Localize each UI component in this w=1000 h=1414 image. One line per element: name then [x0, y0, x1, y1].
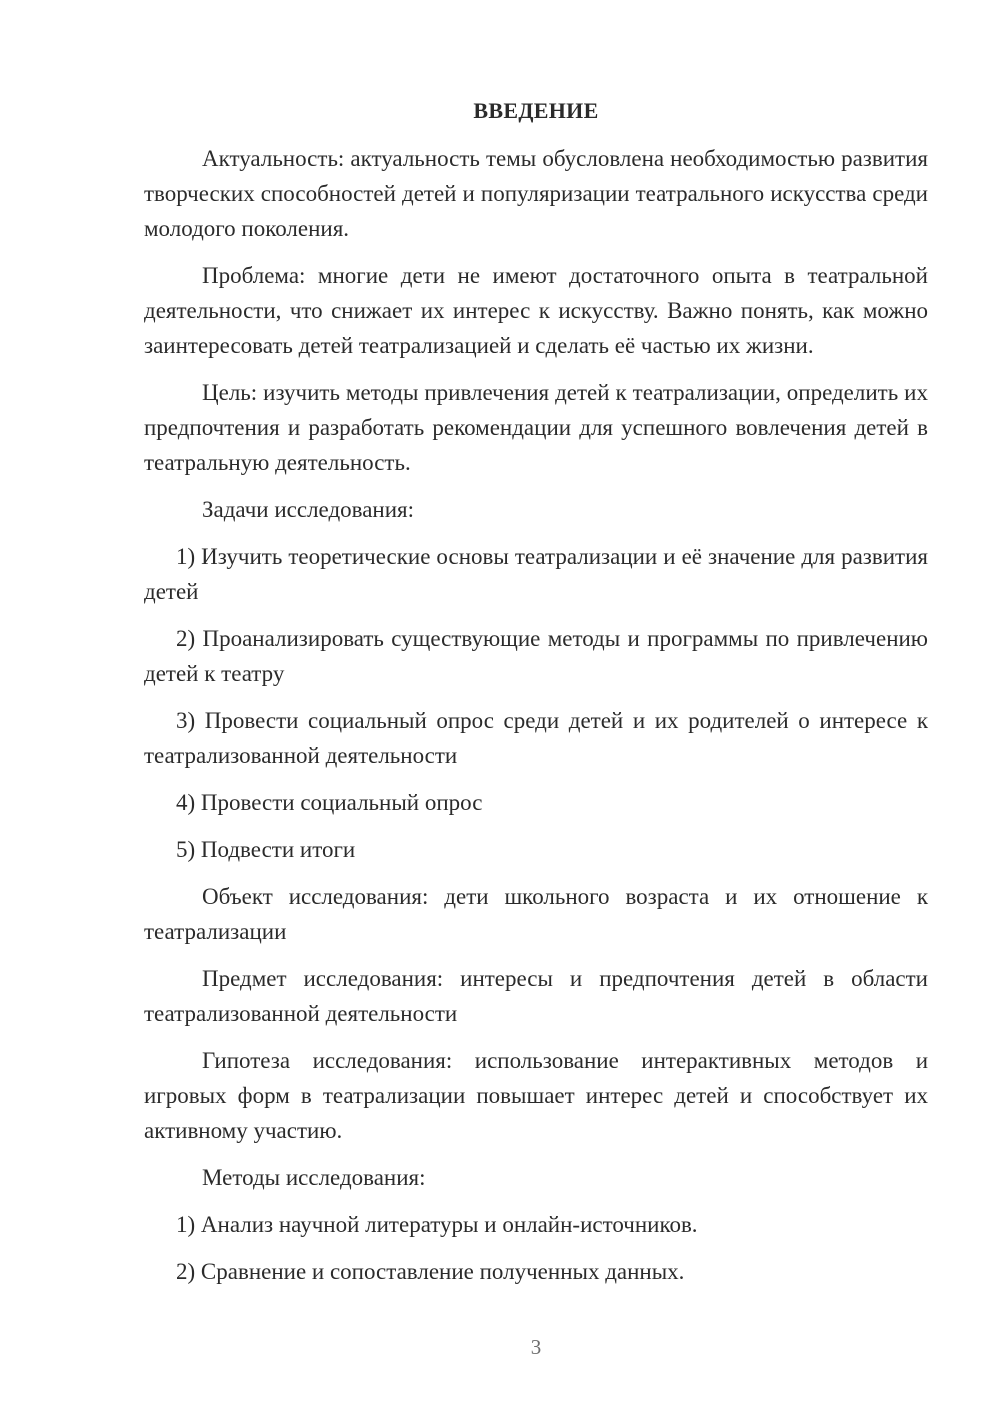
section-title: ВВЕДЕНИЕ — [473, 98, 599, 123]
paragraph-methods-heading: Методы исследования: — [202, 1165, 426, 1190]
paragraph-object: Объект исследования: дети школьного возраста и их отношение к театрализации — [144, 884, 928, 944]
task-item-4: 4) Провести социальный опрос — [176, 790, 483, 815]
document-body — [144, 141, 928, 1301]
method-item-2: 2) Сравнение и сопоставление полученных данных. — [176, 1259, 685, 1284]
paragraph-relevance: Актуальность: актуальность темы обусловлена необходимостью развития творческих способностей детей и популяризации театрального искусства среди молодого поколения. — [144, 146, 928, 241]
task-item-2: 2) Проанализировать существующие методы и программы по привлечению детей к театру — [144, 626, 928, 686]
paragraph-goal: Цель: изучить методы привлечения детей к театрализации, определить их предпочтения и разработать рекомендации для успешного вовлечения детей в театральную деятельность. — [144, 380, 928, 475]
paragraph-hypothesis: Гипотеза исследования: использование интерактивных методов и игровых форм в театрализации повышает интерес детей и способствует их активному участию. — [144, 1048, 928, 1143]
paragraph-problem: Проблема: многие дети не имеют достаточного опыта в театральной деятельности, что снижает их интерес к искусству. Важно понять, как можно заинтересовать детей театрализацией и сделать её частью их жизни. — [144, 263, 928, 358]
task-item-1: 1) Изучить теоретические основы театрализации и её значение для развития детей — [144, 544, 928, 604]
task-item-5: 5) Подвести итоги — [176, 837, 356, 862]
page-number: 3 — [530, 1335, 542, 1359]
task-item-3: 3) Провести социальный опрос среди детей и их родителей о интересе к театрализованной деятельности — [144, 708, 928, 768]
paragraph-subject: Предмет исследования: интересы и предпочтения детей в области театрализованной деятельности — [144, 966, 928, 1026]
paragraph-tasks-heading: Задачи исследования: — [202, 497, 415, 522]
method-item-1: 1) Анализ научной литературы и онлайн-источников. — [176, 1212, 698, 1237]
